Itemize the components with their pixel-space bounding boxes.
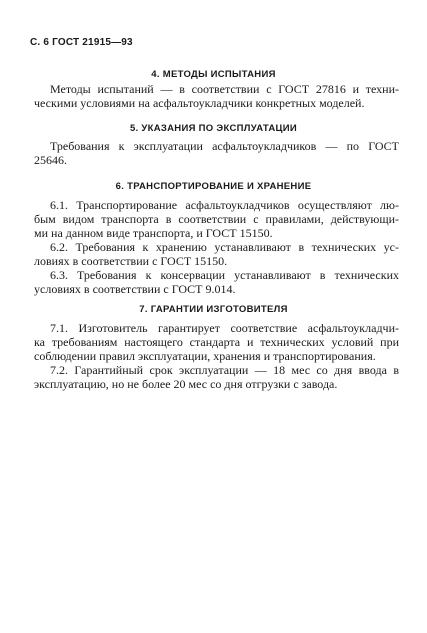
text-line: 6.3. Требования к консервации устанавливают в технических — [50, 268, 399, 282]
text-line: ческими условиями на асфальтоукладчики конкретных моделей. — [34, 96, 365, 110]
section-7-paragraph-1 — [34, 321, 399, 363]
section-5-paragraph-1 — [34, 139, 399, 167]
text-line: 6.1. Транспортирование асфальтоукладчиков осуществляют лю- — [50, 198, 399, 212]
section-4-paragraph-1 — [34, 82, 399, 110]
text-line: ми на данном виде транспорта, и ГОСТ 15150. — [34, 226, 273, 240]
section-heading-7: 7. ГАРАНТИИ ИЗГОТОВИТЕЛЯ — [139, 304, 288, 315]
text-line: Методы испытаний — в соответствии с ГОСТ 27816 и техни- — [50, 82, 399, 96]
text-line: 6.2. Требования к хранению устанавливают в технических ус- — [50, 240, 399, 254]
text-line: Требования к эксплуатации асфальтоукладчиков — по ГОСТ — [50, 139, 399, 153]
section-6-paragraph-1 — [34, 198, 399, 240]
section-6-paragraph-2 — [34, 240, 399, 268]
text-line: 7.2. Гарантийный срок эксплуатации — 18 мес со дня ввода в — [50, 363, 399, 377]
text-line: ловиях в соответствии с ГОСТ 15150. — [34, 254, 228, 268]
text-line: бым видом транспорта в соответствии с правилами, действующи- — [34, 212, 399, 226]
section-heading-5: 5. УКАЗАНИЯ ПО ЭКСПЛУАТАЦИИ — [129, 123, 298, 134]
section-heading-6: 6. ТРАНСПОРТИРОВАНИЕ И ХРАНЕНИЕ — [115, 181, 312, 192]
text-line: ка требованиям настоящего стандарта и технических условий при — [34, 335, 399, 349]
section-7-paragraph-2 — [34, 363, 399, 391]
section-6-paragraph-3 — [34, 268, 399, 296]
text-line: эксплуатацию, но не более 20 мес со дня отгрузки с завода. — [34, 377, 338, 391]
text-line: 7.1. Изготовитель гарантирует соответствие асфальтоукладчи- — [50, 321, 399, 335]
running-head: С. 6 ГОСТ 21915—93 — [30, 37, 133, 48]
text-line: 25646. — [34, 153, 67, 167]
section-heading-4: 4. МЕТОДЫ ИСПЫТАНИЯ — [151, 69, 276, 80]
text-line: соблюдении правил эксплуатации, хранения и транспортирования. — [34, 349, 376, 363]
text-line: условиях в соответствии с ГОСТ 9.014. — [34, 282, 236, 296]
